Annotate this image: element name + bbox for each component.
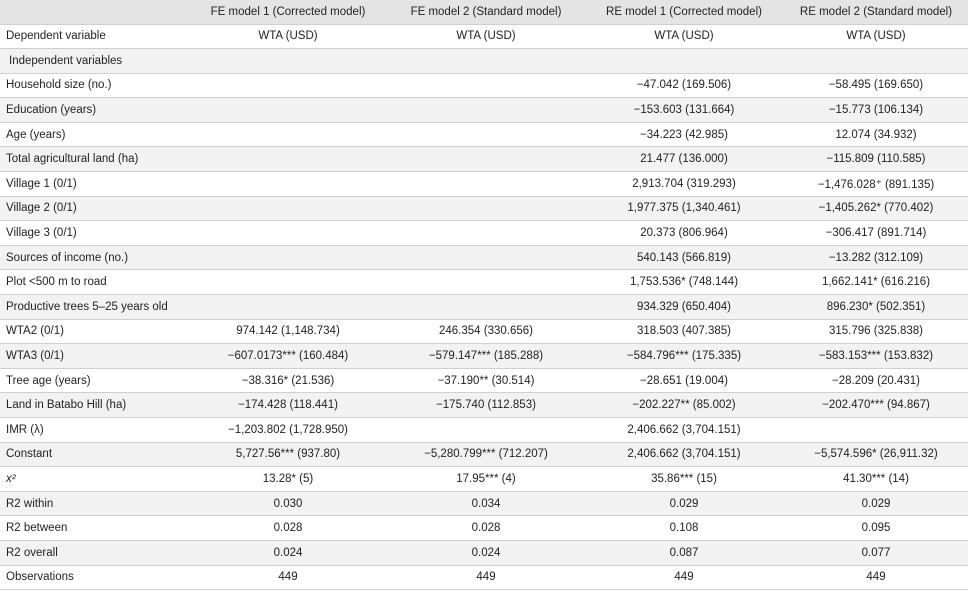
- row-label: Observations: [0, 565, 188, 590]
- row-label: R2 overall: [0, 540, 188, 565]
- table-row: [0, 344, 968, 369]
- row-label: Plot <500 m to road: [0, 270, 188, 295]
- row-label: Tree age (years): [0, 368, 188, 393]
- table-cell: WTA (USD): [388, 24, 584, 49]
- table-cell: [388, 122, 584, 147]
- table-cell: 1,662.141* (616.216): [784, 270, 968, 295]
- column-header: [0, 0, 188, 24]
- table-cell: 35.86*** (15): [584, 467, 784, 492]
- table-cell: 2,406.662 (3,704.151): [584, 442, 784, 467]
- table-cell: [188, 196, 388, 221]
- table-cell: 934.329 (650.404): [584, 295, 784, 320]
- table-row: [0, 442, 968, 467]
- table-cell: −34.223 (42.985): [584, 122, 784, 147]
- table-row: [0, 368, 968, 393]
- row-label: Education (years): [0, 98, 188, 123]
- table-cell: −1,405.262* (770.402): [784, 196, 968, 221]
- table-cell: −1,203.802 (1,728.950): [188, 418, 388, 443]
- table-cell: [784, 418, 968, 443]
- row-label: Productive trees 5–25 years old: [0, 295, 188, 320]
- table-cell: [188, 221, 388, 246]
- table-cell: [584, 49, 784, 74]
- table-row: [0, 516, 968, 541]
- table-cell: [188, 245, 388, 270]
- table-cell: −175.740 (112.853): [388, 393, 584, 418]
- table-cell: [188, 49, 388, 74]
- row-label: Age (years): [0, 122, 188, 147]
- table-cell: [188, 98, 388, 123]
- row-label: WTA3 (0/1): [0, 344, 188, 369]
- table-cell: [784, 49, 968, 74]
- table-cell: 0.024: [388, 540, 584, 565]
- table-cell: WTA (USD): [188, 24, 388, 49]
- column-header: RE model 2 (Standard model): [784, 0, 968, 24]
- row-label: R2 between: [0, 516, 188, 541]
- table-row: [0, 270, 968, 295]
- column-header: RE model 1 (Corrected model): [584, 0, 784, 24]
- table-cell: 315.796 (325.838): [784, 319, 968, 344]
- row-label: Village 2 (0/1): [0, 196, 188, 221]
- table-cell: [388, 172, 584, 197]
- table-cell: [188, 270, 388, 295]
- table-cell: [388, 270, 584, 295]
- table-row: [0, 73, 968, 98]
- table-cell: −13.282 (312.109): [784, 245, 968, 270]
- table-cell: 0.028: [188, 516, 388, 541]
- table-cell: WTA (USD): [584, 24, 784, 49]
- row-label: Land in Batabo Hill (ha): [0, 393, 188, 418]
- table-cell: [388, 295, 584, 320]
- table-cell: −37.190** (30.514): [388, 368, 584, 393]
- table-cell: 21.477 (136.000): [584, 147, 784, 172]
- row-label: WTA2 (0/1): [0, 319, 188, 344]
- table-cell: −579.147*** (185.288): [388, 344, 584, 369]
- table-cell: 2,406.662 (3,704.151): [584, 418, 784, 443]
- header-row: [0, 0, 968, 24]
- table-cell: 41.30*** (14): [784, 467, 968, 492]
- table-row: [0, 540, 968, 565]
- table-cell: 449: [188, 565, 388, 590]
- table-cell: 5,727.56*** (937.80): [188, 442, 388, 467]
- row-label: R2 within: [0, 491, 188, 516]
- table-cell: 0.095: [784, 516, 968, 541]
- row-label: Village 1 (0/1): [0, 172, 188, 197]
- table-cell: [388, 245, 584, 270]
- table-cell: 1,753.536* (748.144): [584, 270, 784, 295]
- table-cell: 449: [784, 565, 968, 590]
- table-cell: −38.316* (21.536): [188, 368, 388, 393]
- table-cell: 896.230* (502.351): [784, 295, 968, 320]
- table-cell: 20.373 (806.964): [584, 221, 784, 246]
- row-label: x²: [0, 467, 188, 492]
- table-cell: [388, 98, 584, 123]
- column-header: FE model 1 (Corrected model): [188, 0, 388, 24]
- table-cell: [188, 172, 388, 197]
- row-label: Sources of income (no.): [0, 245, 188, 270]
- table-cell: [188, 295, 388, 320]
- table-row: [0, 467, 968, 492]
- table-row: [0, 565, 968, 590]
- table-cell: 0.029: [584, 491, 784, 516]
- table-cell: 0.077: [784, 540, 968, 565]
- table-cell: −306.417 (891.714): [784, 221, 968, 246]
- table-cell: −28.209 (20.431): [784, 368, 968, 393]
- table-cell: 449: [388, 565, 584, 590]
- table-cell: 0.108: [584, 516, 784, 541]
- table-cell: 12.074 (34.932): [784, 122, 968, 147]
- table-cell: [388, 49, 584, 74]
- table-cell: 540.143 (566.819): [584, 245, 784, 270]
- table-cell: −583.153*** (153.832): [784, 344, 968, 369]
- table-cell: [188, 147, 388, 172]
- table-cell: 449: [584, 565, 784, 590]
- table-row: [0, 196, 968, 221]
- table-cell: 318.503 (407.385): [584, 319, 784, 344]
- table-row: [0, 245, 968, 270]
- table-cell: 0.030: [188, 491, 388, 516]
- table-cell: [188, 122, 388, 147]
- row-label: Total agricultural land (ha): [0, 147, 188, 172]
- table-cell: 0.024: [188, 540, 388, 565]
- table-row: [0, 393, 968, 418]
- table-cell: 0.087: [584, 540, 784, 565]
- table-row: [0, 49, 968, 74]
- row-label: Constant: [0, 442, 188, 467]
- table-cell: 0.028: [388, 516, 584, 541]
- table-row: [0, 221, 968, 246]
- table-row: [0, 98, 968, 123]
- table-cell: −115.809 (110.585): [784, 147, 968, 172]
- table-cell: 2,913.704 (319.293): [584, 172, 784, 197]
- table-body: [0, 24, 968, 590]
- table-cell: 974.142 (1,148.734): [188, 319, 388, 344]
- table-cell: −5,574.596* (26,911.32): [784, 442, 968, 467]
- table-row: [0, 122, 968, 147]
- table-cell: −5,280.799*** (712.207): [388, 442, 584, 467]
- table-row: [0, 172, 968, 197]
- table-cell: −28.651 (19.004): [584, 368, 784, 393]
- row-label: Village 3 (0/1): [0, 221, 188, 246]
- table-row: [0, 147, 968, 172]
- table-row: [0, 418, 968, 443]
- column-header: FE model 2 (Standard model): [388, 0, 584, 24]
- row-label: Dependent variable: [0, 24, 188, 49]
- table-row: [0, 319, 968, 344]
- row-label: Household size (no.): [0, 73, 188, 98]
- table-cell: [388, 147, 584, 172]
- table-cell: 13.28* (5): [188, 467, 388, 492]
- table-row: [0, 295, 968, 320]
- table-cell: [388, 418, 584, 443]
- table-cell: −58.495 (169.650): [784, 73, 968, 98]
- table-row: [0, 24, 968, 49]
- table-cell: −584.796*** (175.335): [584, 344, 784, 369]
- row-label: Independent variables: [0, 49, 188, 74]
- table-cell: −607.0173*** (160.484): [188, 344, 388, 369]
- table-cell: −1,476.028⁺ (891.135): [784, 172, 968, 197]
- table-cell: 246.354 (330.656): [388, 319, 584, 344]
- table-cell: −174.428 (118.441): [188, 393, 388, 418]
- table-cell: [388, 73, 584, 98]
- table-cell: [388, 221, 584, 246]
- table-cell: [188, 73, 388, 98]
- table-cell: 17.95*** (4): [388, 467, 584, 492]
- table-cell: −202.470*** (94.867): [784, 393, 968, 418]
- table-cell: −47.042 (169.506): [584, 73, 784, 98]
- row-label: IMR (λ): [0, 418, 188, 443]
- table-cell: 0.029: [784, 491, 968, 516]
- table-cell: 0.034: [388, 491, 584, 516]
- table-cell: −15.773 (106.134): [784, 98, 968, 123]
- table-cell: WTA (USD): [784, 24, 968, 49]
- table-row: [0, 491, 968, 516]
- table-cell: 1,977.375 (1,340.461): [584, 196, 784, 221]
- table-cell: −202.227** (85.002): [584, 393, 784, 418]
- table-cell: −153.603 (131.664): [584, 98, 784, 123]
- table-cell: [388, 196, 584, 221]
